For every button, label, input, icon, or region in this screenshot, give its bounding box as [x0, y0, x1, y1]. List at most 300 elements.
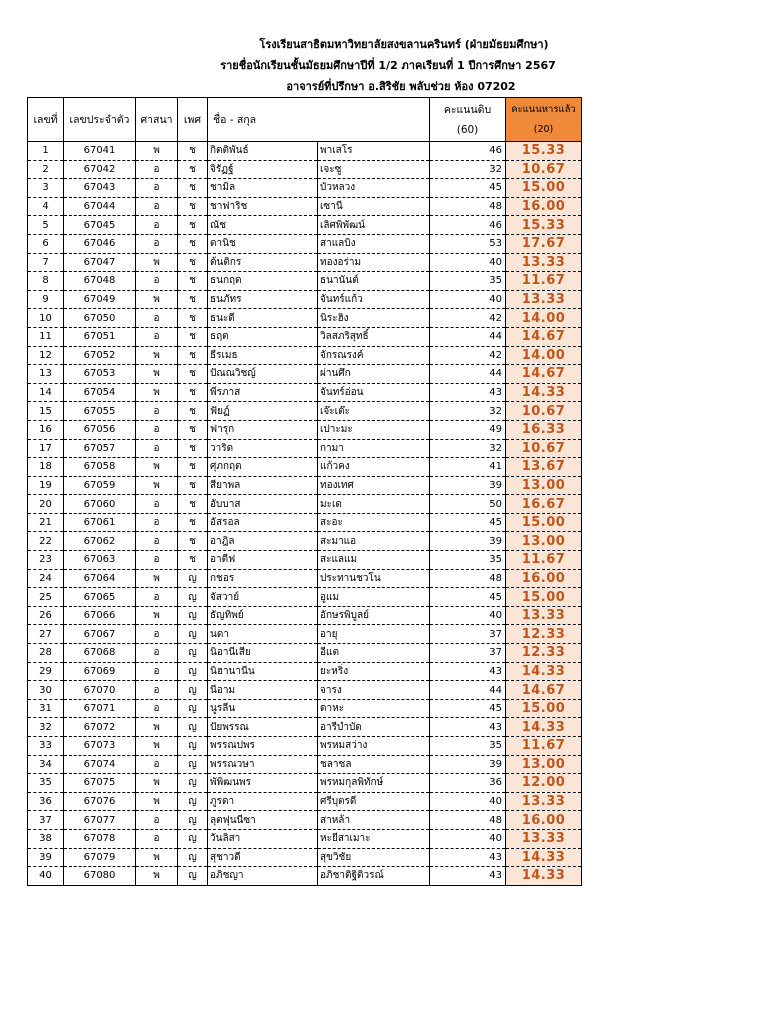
converted-score: 14.00 — [506, 346, 582, 365]
col-header-converted-score — [506, 98, 582, 142]
converted-score-label: คะแนนหารแล้ว — [511, 103, 576, 115]
converted-score: 16.00 — [506, 811, 582, 830]
student-id: 67069 — [64, 662, 136, 681]
raw-score: 44 — [430, 681, 506, 700]
student-sex: ช — [178, 197, 208, 216]
converted-score: 13.00 — [506, 755, 582, 774]
student-id: 67064 — [64, 569, 136, 588]
col-header-no: เลขที่ — [28, 98, 64, 142]
student-id: 67057 — [64, 439, 136, 458]
student-last-name: ยะหริ่ง — [318, 662, 430, 681]
student-first-name: จัสวาย์ — [208, 588, 318, 607]
student-last-name: อักษรพิบูลย์ — [318, 606, 430, 625]
student-id: 67049 — [64, 290, 136, 309]
student-first-name: อาตีฟ — [208, 551, 318, 570]
converted-score: 15.00 — [506, 699, 582, 718]
student-last-name: สาหล้า — [318, 811, 430, 830]
student-sex: ช — [178, 179, 208, 198]
student-last-name: เปาะมะ — [318, 420, 430, 439]
student-religion: อ — [136, 551, 178, 570]
student-id: 67072 — [64, 718, 136, 737]
student-no: 5 — [28, 216, 64, 235]
student-no: 29 — [28, 662, 64, 681]
student-id: 67043 — [64, 179, 136, 198]
raw-score: 41 — [430, 458, 506, 477]
converted-score: 13.67 — [506, 458, 582, 477]
student-id: 67061 — [64, 513, 136, 532]
converted-score: 16.67 — [506, 495, 582, 514]
col-header-religion: ศาสนา — [136, 98, 178, 142]
student-last-name: ประทานชวโน — [318, 569, 430, 588]
student-religion: อ — [136, 402, 178, 421]
student-religion: พ — [136, 365, 178, 384]
raw-score: 53 — [430, 234, 506, 253]
student-last-name: สะมาแอ — [318, 532, 430, 551]
student-religion: อ — [136, 699, 178, 718]
table-row — [28, 699, 582, 718]
student-last-name: บัวหลวง — [318, 179, 430, 198]
converted-score: 11.67 — [506, 272, 582, 291]
table-row — [28, 848, 582, 867]
student-id: 67073 — [64, 737, 136, 756]
student-religion: พ — [136, 867, 178, 886]
student-sex: ช — [178, 253, 208, 272]
student-sex: ช — [178, 216, 208, 235]
student-sex: ญ — [178, 699, 208, 718]
student-religion: พ — [136, 476, 178, 495]
raw-score: 43 — [430, 848, 506, 867]
student-no: 33 — [28, 737, 64, 756]
student-last-name: พาเสโร — [318, 142, 430, 161]
student-last-name: เจ๊ะเต๊ะ — [318, 402, 430, 421]
table-row — [28, 811, 582, 830]
student-first-name: ต้นติกร — [208, 253, 318, 272]
student-id: 67065 — [64, 588, 136, 607]
table-row — [28, 774, 582, 793]
student-last-name: มะเด — [318, 495, 430, 514]
student-no: 7 — [28, 253, 64, 272]
student-sex: ช — [178, 476, 208, 495]
raw-score: 35 — [430, 737, 506, 756]
student-no: 17 — [28, 439, 64, 458]
advisor-line: อาจารย์ที่ปรึกษา อ.สิริชัย พลับช่วย ห้อง 07202 — [286, 80, 516, 93]
raw-score-label: คะแนนดิบ — [443, 103, 492, 116]
student-last-name: ดาหะ — [318, 699, 430, 718]
student-no: 36 — [28, 792, 64, 811]
converted-score: 17.67 — [506, 234, 582, 253]
student-id: 67045 — [64, 216, 136, 235]
table-row — [28, 606, 582, 625]
student-first-name: อาฎิล — [208, 532, 318, 551]
converted-score: 14.33 — [506, 662, 582, 681]
converted-score: 13.33 — [506, 792, 582, 811]
table-body — [28, 142, 582, 886]
student-no: 10 — [28, 309, 64, 328]
student-first-name: อภิชญา — [208, 867, 318, 886]
converted-score: 14.33 — [506, 718, 582, 737]
raw-score: 45 — [430, 588, 506, 607]
student-sex: ญ — [178, 755, 208, 774]
student-no: 39 — [28, 848, 64, 867]
student-no: 18 — [28, 458, 64, 477]
student-first-name: ดานิช — [208, 234, 318, 253]
raw-score: 44 — [430, 365, 506, 384]
table-row — [28, 327, 582, 346]
converted-score: 10.67 — [506, 439, 582, 458]
student-religion: พ — [136, 718, 178, 737]
student-first-name: วันลิสา — [208, 829, 318, 848]
converted-score: 14.67 — [506, 681, 582, 700]
student-first-name: นดา — [208, 625, 318, 644]
student-first-name: อัสรอล — [208, 513, 318, 532]
student-last-name: หะยีสาเมาะ — [318, 829, 430, 848]
raw-score: 39 — [430, 476, 506, 495]
table-row — [28, 346, 582, 365]
table-row — [28, 644, 582, 663]
student-first-name: ชามิล — [208, 179, 318, 198]
converted-score: 14.00 — [506, 309, 582, 328]
raw-score: 40 — [430, 290, 506, 309]
student-last-name: ทองเทศ — [318, 476, 430, 495]
student-last-name: แก้วคง — [318, 458, 430, 477]
student-religion: พ — [136, 253, 178, 272]
student-religion: อ — [136, 179, 178, 198]
student-id: 67077 — [64, 811, 136, 830]
student-id: 67056 — [64, 420, 136, 439]
table-row — [28, 402, 582, 421]
raw-score: 46 — [430, 142, 506, 161]
student-religion: อ — [136, 234, 178, 253]
raw-score: 40 — [430, 829, 506, 848]
student-sex: ญ — [178, 588, 208, 607]
student-last-name: อายุ — [318, 625, 430, 644]
student-first-name: ปัณณวิชญ์ — [208, 365, 318, 384]
student-last-name: นิระฮิง — [318, 309, 430, 328]
student-first-name: นูรลีน — [208, 699, 318, 718]
student-id: 67047 — [64, 253, 136, 272]
student-first-name: นิอานีเสีย — [208, 644, 318, 663]
converted-score: 11.67 — [506, 551, 582, 570]
table-row — [28, 737, 582, 756]
student-no: 34 — [28, 755, 64, 774]
student-no: 2 — [28, 160, 64, 179]
student-first-name: นีอาม — [208, 681, 318, 700]
student-id: 67071 — [64, 699, 136, 718]
table-row — [28, 867, 582, 886]
table-row — [28, 718, 582, 737]
raw-score: 49 — [430, 420, 506, 439]
student-sex: ช — [178, 309, 208, 328]
student-sex: ช — [178, 290, 208, 309]
table-row — [28, 216, 582, 235]
student-religion: พ — [136, 346, 178, 365]
student-religion: อ — [136, 811, 178, 830]
student-religion: พ — [136, 142, 178, 161]
table-row — [28, 439, 582, 458]
student-first-name: ธนะดี — [208, 309, 318, 328]
raw-score: 35 — [430, 551, 506, 570]
student-no: 3 — [28, 179, 64, 198]
student-no: 31 — [28, 699, 64, 718]
converted-score: 12.33 — [506, 644, 582, 663]
student-last-name: พรหมกุลพิทักษ์ — [318, 774, 430, 793]
student-first-name: วาริด — [208, 439, 318, 458]
raw-score: 43 — [430, 383, 506, 402]
table-row — [28, 383, 582, 402]
student-sex: ญ — [178, 569, 208, 588]
student-last-name: วิลสภริสุทธิ์ — [318, 327, 430, 346]
student-last-name: จันทร์แก้ว — [318, 290, 430, 309]
student-sex: ญ — [178, 792, 208, 811]
student-id: 67054 — [64, 383, 136, 402]
student-id: 67051 — [64, 327, 136, 346]
table-row — [28, 513, 582, 532]
converted-score: 10.67 — [506, 402, 582, 421]
student-no: 27 — [28, 625, 64, 644]
student-id: 67079 — [64, 848, 136, 867]
student-religion: อ — [136, 420, 178, 439]
student-last-name: สะแลแม — [318, 551, 430, 570]
student-last-name: ธนานันต์ — [318, 272, 430, 291]
converted-score: 14.67 — [506, 327, 582, 346]
student-sex: ช — [178, 458, 208, 477]
student-id: 67042 — [64, 160, 136, 179]
converted-score: 15.33 — [506, 142, 582, 161]
student-no: 9 — [28, 290, 64, 309]
raw-score: 32 — [430, 160, 506, 179]
converted-score: 16.00 — [506, 569, 582, 588]
raw-score: 40 — [430, 792, 506, 811]
student-no: 28 — [28, 644, 64, 663]
converted-score: 15.33 — [506, 216, 582, 235]
student-sex: ญ — [178, 718, 208, 737]
student-religion: พ — [136, 792, 178, 811]
student-id: 67062 — [64, 532, 136, 551]
student-first-name: พรรณปพร — [208, 737, 318, 756]
raw-score: 45 — [430, 699, 506, 718]
raw-score: 40 — [430, 606, 506, 625]
student-sex: ช — [178, 532, 208, 551]
student-first-name: อับบาส — [208, 495, 318, 514]
table-row — [28, 197, 582, 216]
table-row — [28, 272, 582, 291]
student-sex: ช — [178, 420, 208, 439]
table-row — [28, 160, 582, 179]
student-id: 67050 — [64, 309, 136, 328]
table-row — [28, 792, 582, 811]
student-religion: อ — [136, 272, 178, 291]
raw-score: 48 — [430, 197, 506, 216]
student-sex: ญ — [178, 681, 208, 700]
raw-score: 45 — [430, 513, 506, 532]
raw-score: 48 — [430, 811, 506, 830]
student-no: 15 — [28, 402, 64, 421]
student-religion: อ — [136, 644, 178, 663]
student-sex: ญ — [178, 606, 208, 625]
student-first-name: สียาพล — [208, 476, 318, 495]
table-row — [28, 551, 582, 570]
student-sex: ช — [178, 234, 208, 253]
student-sex: ช — [178, 495, 208, 514]
converted-score: 14.33 — [506, 867, 582, 886]
student-sex: ช — [178, 346, 208, 365]
student-first-name: จิรัฏฐ์ — [208, 160, 318, 179]
student-sex: ช — [178, 272, 208, 291]
student-id: 67066 — [64, 606, 136, 625]
student-sex: ญ — [178, 848, 208, 867]
student-id: 67067 — [64, 625, 136, 644]
student-sex: ช — [178, 513, 208, 532]
student-id: 67060 — [64, 495, 136, 514]
student-last-name: ชลาชล — [318, 755, 430, 774]
class-list-title: รายชื่อนักเรียนชั้นมัธยมศึกษาปีที่ 1/2 ภาคเรียนที่ 1 ปีการศึกษา 2567 — [220, 59, 556, 72]
student-first-name: ปัยพรรณ — [208, 718, 318, 737]
raw-score: 36 — [430, 774, 506, 793]
student-religion: อ — [136, 662, 178, 681]
raw-score: 40 — [430, 253, 506, 272]
raw-score: 42 — [430, 346, 506, 365]
raw-score: 35 — [430, 272, 506, 291]
student-id: 67074 — [64, 755, 136, 774]
student-first-name: ศุภกฤต — [208, 458, 318, 477]
converted-score: 13.33 — [506, 606, 582, 625]
student-religion: พ — [136, 774, 178, 793]
student-no: 38 — [28, 829, 64, 848]
converted-score-max: (20) — [533, 123, 554, 135]
student-id: 67058 — [64, 458, 136, 477]
raw-score: 37 — [430, 644, 506, 663]
table-row — [28, 365, 582, 384]
converted-score: 12.00 — [506, 774, 582, 793]
student-last-name: สุขวิชัย — [318, 848, 430, 867]
student-no: 19 — [28, 476, 64, 495]
student-no: 32 — [28, 718, 64, 737]
document-header — [0, 34, 768, 97]
student-first-name: ธัญทิพย์ — [208, 606, 318, 625]
converted-score: 13.33 — [506, 290, 582, 309]
student-last-name: สะอะ — [318, 513, 430, 532]
student-last-name: จารง — [318, 681, 430, 700]
student-no: 26 — [28, 606, 64, 625]
table-row — [28, 662, 582, 681]
student-last-name: เซานี — [318, 197, 430, 216]
student-religion: พ — [136, 290, 178, 309]
raw-score: 42 — [430, 309, 506, 328]
student-sex: ช — [178, 327, 208, 346]
converted-score: 12.33 — [506, 625, 582, 644]
col-header-sex: เพศ — [178, 98, 208, 142]
table-row — [28, 755, 582, 774]
student-last-name: ผ่านศึก — [318, 365, 430, 384]
raw-score: 44 — [430, 327, 506, 346]
student-sex: ญ — [178, 867, 208, 886]
student-no: 23 — [28, 551, 64, 570]
table-row — [28, 681, 582, 700]
student-id: 67055 — [64, 402, 136, 421]
student-religion: อ — [136, 625, 178, 644]
student-sex: ญ — [178, 625, 208, 644]
student-religion: อ — [136, 439, 178, 458]
student-religion: พ — [136, 569, 178, 588]
student-last-name: อารีบำบัด — [318, 718, 430, 737]
table-row — [28, 309, 582, 328]
student-no: 35 — [28, 774, 64, 793]
converted-score: 13.00 — [506, 476, 582, 495]
student-religion: อ — [136, 160, 178, 179]
student-sex: ช — [178, 439, 208, 458]
raw-score-max: (60) — [456, 123, 479, 136]
student-first-name: ภูรดา — [208, 792, 318, 811]
student-sex: ช — [178, 402, 208, 421]
converted-score: 11.67 — [506, 737, 582, 756]
student-religion: อ — [136, 309, 178, 328]
student-sex: ญ — [178, 662, 208, 681]
student-last-name: อูแม — [318, 588, 430, 607]
student-id: 67041 — [64, 142, 136, 161]
student-no: 21 — [28, 513, 64, 532]
student-first-name: ชาฟาริช — [208, 197, 318, 216]
raw-score: 48 — [430, 569, 506, 588]
converted-score: 14.67 — [506, 365, 582, 384]
table-row — [28, 179, 582, 198]
converted-score: 10.67 — [506, 160, 582, 179]
student-no: 30 — [28, 681, 64, 700]
raw-score: 32 — [430, 402, 506, 421]
student-religion: อ — [136, 829, 178, 848]
student-no: 22 — [28, 532, 64, 551]
student-no: 13 — [28, 365, 64, 384]
table-row — [28, 142, 582, 161]
student-id: 67076 — [64, 792, 136, 811]
student-no: 6 — [28, 234, 64, 253]
student-first-name: สุชาวดี — [208, 848, 318, 867]
col-header-name: ชื่อ - สกุล — [208, 98, 430, 142]
raw-score: 45 — [430, 179, 506, 198]
converted-score: 14.33 — [506, 383, 582, 402]
student-id: 67078 — [64, 829, 136, 848]
student-last-name: ทองอร่าม — [318, 253, 430, 272]
student-first-name: ฟารุก — [208, 420, 318, 439]
table-row — [28, 625, 582, 644]
raw-score: 43 — [430, 867, 506, 886]
student-no: 11 — [28, 327, 64, 346]
table-row — [28, 476, 582, 495]
student-last-name: เลิศพิพัฒน์ — [318, 216, 430, 235]
student-religion: อ — [136, 216, 178, 235]
student-first-name: พัพิฒนพร — [208, 774, 318, 793]
student-no: 8 — [28, 272, 64, 291]
table-row — [28, 588, 582, 607]
school-title: โรงเรียนสาธิตมหาวิทยาลัยสงขลานครินทร์ (ฝ่ายมัธยมศึกษา) — [259, 38, 549, 51]
table-header-row — [28, 98, 582, 142]
student-last-name: ศรีบุตรดี — [318, 792, 430, 811]
student-religion: อ — [136, 495, 178, 514]
student-no: 24 — [28, 569, 64, 588]
converted-score: 15.00 — [506, 179, 582, 198]
student-first-name: กชอร — [208, 569, 318, 588]
converted-score: 16.00 — [506, 197, 582, 216]
student-first-name: กิตติพันธ์ — [208, 142, 318, 161]
student-last-name: จันทร์อ่อน — [318, 383, 430, 402]
student-id: 67044 — [64, 197, 136, 216]
student-sex: ญ — [178, 644, 208, 663]
student-last-name: เจะซู — [318, 160, 430, 179]
converted-score: 14.33 — [506, 848, 582, 867]
student-religion: อ — [136, 681, 178, 700]
col-header-id: เลขประจำตัว — [64, 98, 136, 142]
student-id: 67080 — [64, 867, 136, 886]
student-first-name: นิฮานานีน — [208, 662, 318, 681]
